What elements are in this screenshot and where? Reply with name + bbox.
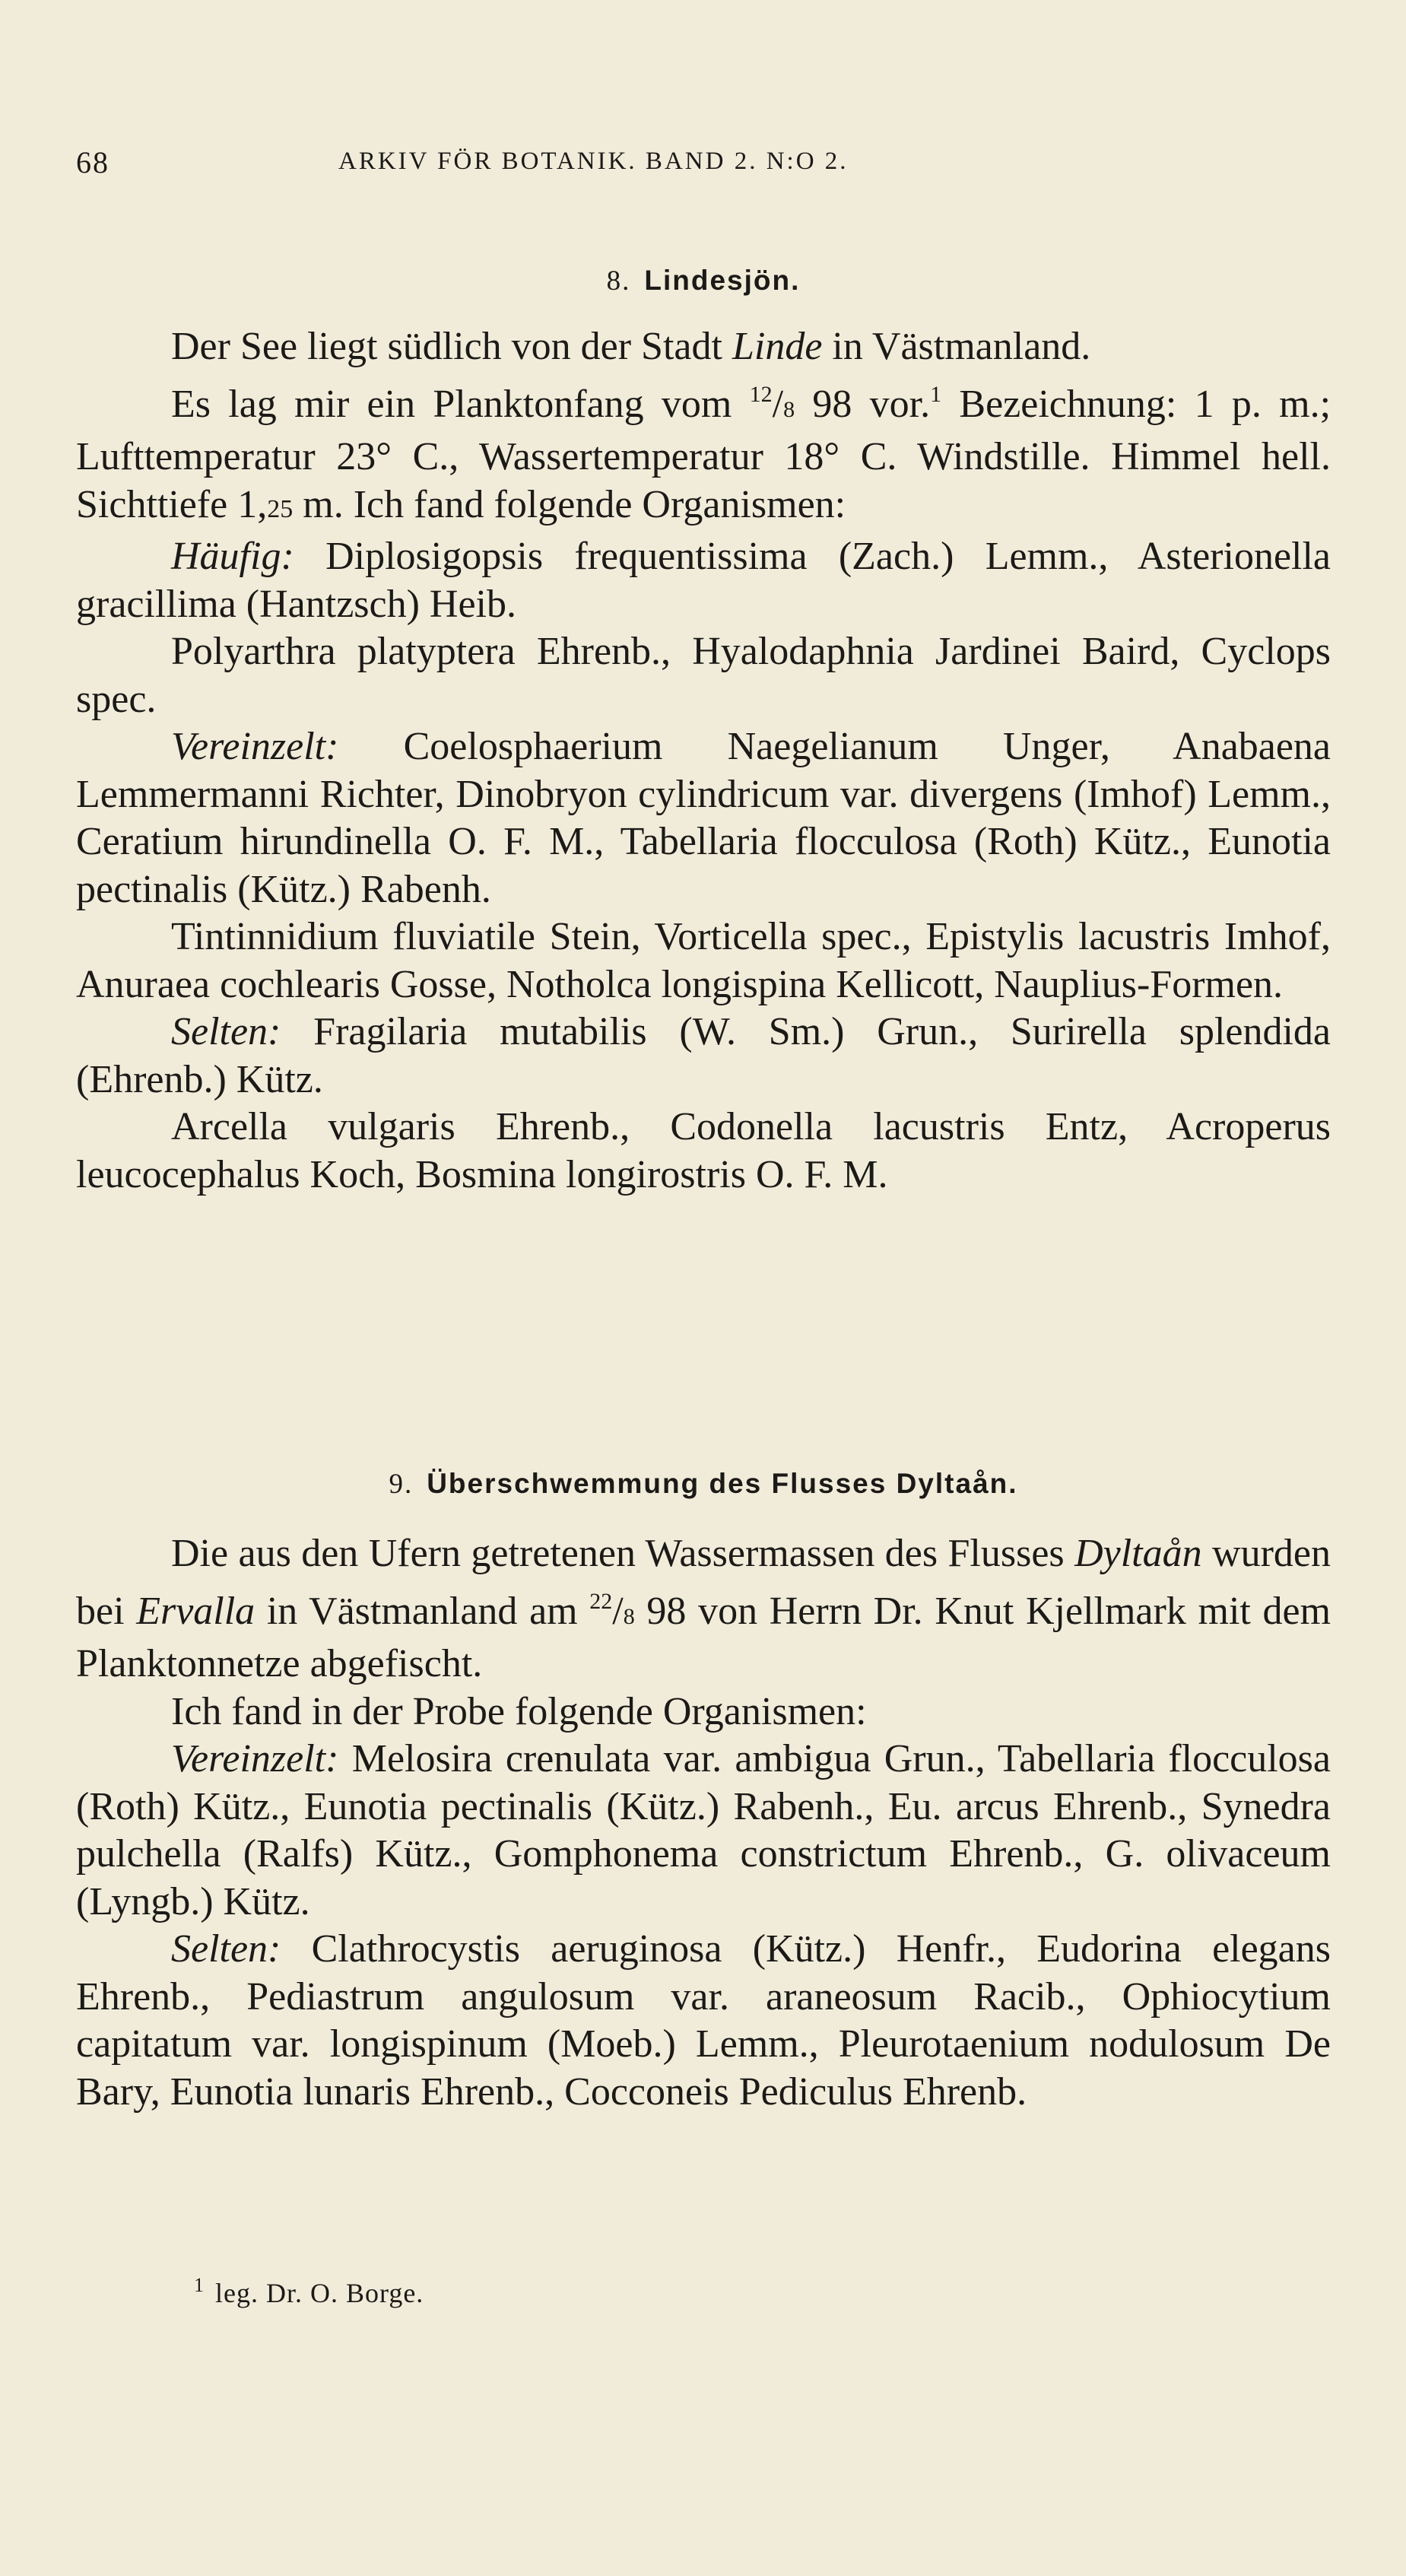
frequency-label: Selten: <box>171 1927 281 1971</box>
frequency-label: Vereinzelt: <box>171 725 339 768</box>
footnote <box>194 2274 424 2309</box>
place-name: Ervalla <box>136 1589 255 1633</box>
paragraph <box>76 628 1331 723</box>
species-list: Tintinnidium fluviatile Stein, Vorticella spec., Epistylis lacustris Imhof, Anuraea cochlearis Gosse, Notholca longispina Kellicott, Nauplius-Formen. <box>76 915 1331 1006</box>
section-8-heading <box>76 265 1331 297</box>
footnote-mark: 1 <box>194 2274 205 2296</box>
decimal-digits: 25 <box>267 494 294 523</box>
frequency-label: Selten: <box>171 1010 281 1053</box>
text-run: Bezeichnung: 1 p. m.; Lufttemperatur 23° C., Wassertemperatur 18° C. Windstille. Himmel hell. Sichttiefe 1, <box>76 382 1331 526</box>
date-month: 8 <box>783 396 795 422</box>
section-8-body <box>76 323 1331 1199</box>
paragraph <box>76 533 1331 628</box>
journal-title: ARKIV FÖR BOTANIK. BAND 2. N:O 2. <box>338 148 849 175</box>
place-name: Linde <box>732 325 823 368</box>
text-run: in Västmanland. <box>832 325 1091 368</box>
paragraph <box>76 323 1331 371</box>
page-number: 68 <box>76 145 109 179</box>
text-run: 98 vor. <box>812 382 931 426</box>
text-run: Ich fand in der Probe folgende Organismen: <box>171 1689 867 1733</box>
paragraph <box>76 723 1331 913</box>
paragraph <box>76 1926 1331 2116</box>
river-name: Dyltaån <box>1074 1532 1202 1575</box>
date-month: 8 <box>623 1603 635 1629</box>
species-list: Arcella vulgaris Ehrenb., Codonella lacustris Entz, Acroperus leucocephalus Koch, Bosmina longirostris O. F. M. <box>76 1105 1331 1196</box>
paragraph <box>76 1736 1331 1926</box>
date-day: 12 <box>749 381 773 407</box>
text-run: Der See liegt südlich von der Stadt <box>171 325 722 368</box>
section-9-body <box>76 1530 1331 2116</box>
paragraph <box>76 1688 1331 1736</box>
paragraph: Es lag mir ein Planktonfang vom $^{12}$/8 98 vor.$^1$ Bezeichnung: 1 p. m.; Lufttemperatur 23° C., Wassertemperatur 18° C. Windstille. Himmel hell. Sichttiefe 1,25 m. Ich fand folgende Organismen: <box>76 381 1331 526</box>
text-run: m. Ich fand folgende Organismen: <box>303 482 846 526</box>
section-9-heading <box>76 1468 1331 1501</box>
text-run: Die aus den Ufern getretenen Wassermassen des Flusses <box>171 1532 1065 1575</box>
footnote-text: leg. Dr. O. Borge. <box>215 2278 424 2308</box>
text-run: wurden bei <box>76 1532 1331 1633</box>
section-8-number: 8. <box>606 265 631 297</box>
species-list: Fragilaria mutabilis (W. Sm.) Grun., Surirella splendida (Ehrenb.) Kütz. <box>76 1010 1331 1101</box>
species-list: Clathrocystis aeruginosa (Kütz.) Henfr., Eudorina elegans Ehrenb., Pediastrum angulosum var. araneosum Racib., Ophiocytium capitatum var. longispinum (Moeb.) Lemm., Pleurotaenium nodulosum De Bary, Eunotia lunaris Ehrenb., Cocconeis Pediculus Ehrenb. <box>76 1927 1331 2114</box>
text-run: 98 von Herrn Dr. Knut Kjellmark mit dem Planktonnetze abgefischt. <box>76 1589 1331 1685</box>
section-8-title: Lindesjön. <box>644 265 801 296</box>
paragraph <box>76 913 1331 1008</box>
section-9-number: 9. <box>389 1469 414 1500</box>
paragraph <box>76 1008 1331 1104</box>
paragraph: Die aus den Ufern getretenen Wassermassen des Flusses Dyltaån wurden bei Ervalla in Västmanland am $^{22}$/8 98 von Herrn Dr. Knut Kjellmark mit dem Planktonnetze abgefischt. <box>76 1532 1331 1685</box>
species-list: Diplosigopsis frequentissima (Zach.) Lemm., Asterionella gracillima (Hantzsch) Heib. <box>76 535 1331 626</box>
running-head <box>76 145 1331 190</box>
paragraph <box>76 1104 1331 1199</box>
footnote-reference: 1 <box>930 381 942 407</box>
frequency-label: Häufig: <box>171 535 294 578</box>
species-list: Melosira crenulata var. ambigua Grun., Tabellaria flocculosa (Roth) Kütz., Eunotia pectinalis (Kütz.) Rabenh., Eu. arcus Ehrenb., Synedra pulchella (Ralfs) Kütz., Gomphonema constrictum Ehrenb., G. olivaceum (Lyngb.) Kütz. <box>76 1737 1331 1923</box>
text-run: Es lag mir ein Planktonfang vom <box>171 382 732 426</box>
text-run: in Västmanland am <box>266 1589 578 1633</box>
species-list: Polyarthra platyptera Ehrenb., Hyalodaphnia Jardinei Baird, Cyclops spec. <box>76 630 1331 721</box>
species-list: Coelosphaerium Naegelianum Unger, Anabaena Lemmermanni Richter, Dinobryon cylindricum var. divergens (Imhof) Lemm., Ceratium hirundinella O. F. M., Tabellaria flocculosa (Roth) Kütz., Eunotia pectinalis (Kütz.) Rabenh. <box>76 725 1331 911</box>
date-day: 22 <box>589 1588 613 1614</box>
frequency-label: Vereinzelt: <box>171 1737 339 1780</box>
section-9-title: Überschwemmung des Flusses Dyltaån. <box>427 1468 1018 1499</box>
